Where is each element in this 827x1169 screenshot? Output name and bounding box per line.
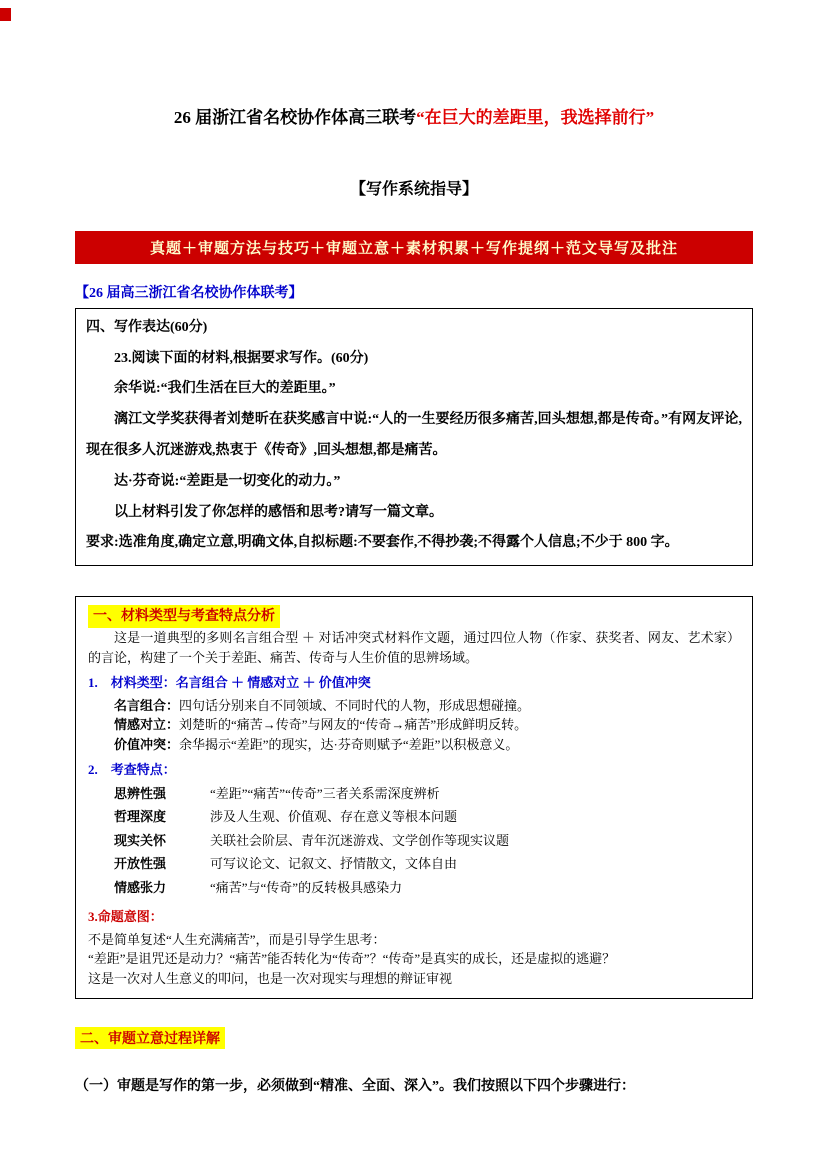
exam-requirements: 要求:选准角度,确定立意,明确文体,自拟标题:不要套作,不得抄袭;不得露个人信息;不少于 800 字。 — [86, 535, 679, 551]
feature-text: “痛苦”与“传奇”的反转极具感染力 — [210, 879, 403, 895]
feature-label: 现实关怀 — [114, 832, 167, 848]
feature-row — [88, 807, 740, 827]
exam-prompt: 以上材料引发了你怎样的感悟和思考?请写一篇文章。 — [114, 504, 443, 520]
feature-banner: 真题＋审题方法与技巧＋审题立意＋素材积累＋写作提纲＋范文导写及批注 — [75, 231, 753, 264]
feature-label: 思辨性强 — [114, 785, 167, 801]
feature-row — [88, 831, 740, 851]
analysis-intro: 这是一道典型的多则名言组合型 ＋ 对话冲突式材料作文题，通过四位人物（作家、获奖者、网友、艺术家）的言论，构建了一个关于差距、痛苦、传奇与人生价值的思辨场域。 — [88, 630, 740, 665]
analysis-features-heading: 2. 考查特点： — [88, 762, 176, 778]
document-content — [75, 0, 753, 1109]
exam-question-box — [75, 308, 753, 566]
feature-text: 关联社会阶层、青年沉迷游戏、文学创作等现实议题 — [210, 832, 510, 848]
feature-text: 涉及人生观、价值观、存在意义等根本问题 — [210, 809, 458, 825]
section2-heading-row — [75, 1027, 753, 1049]
exam-question-line: 23.阅读下面的材料,根据要求写作。(60分) — [114, 350, 369, 366]
type-item-label: 名言组合： — [114, 697, 180, 713]
doc-subtitle: 【写作系统指导】 — [349, 180, 478, 198]
type-item-text: 刘楚昕的“痛苦→传奇”与网友的“传奇→痛苦”形成鲜明反转。 — [179, 717, 528, 733]
intent-line: 不是简单复述“人生充满痛苦”，而是引导学生思考： — [88, 931, 386, 947]
analysis-box — [75, 596, 753, 999]
type-item-label: 情感对立： — [114, 717, 180, 733]
corner-red-marker — [0, 8, 11, 21]
exam-quote-yuhua: 余华说:“我们生活在巨大的差距里。” — [114, 381, 336, 397]
league-heading: 【26 届高三浙江省名校协作体联考】 — [75, 285, 303, 301]
doc-title-main: 26 届浙江省名校协作体高三联考 — [173, 108, 417, 127]
exam-quote-davinci: 达·芬奇说:“差距是一切变化的动力。” — [114, 473, 341, 489]
section2-step-intro: （一）审题是写作的第一步，必须做到“精准、全面、深入”。我们按照以下四个步骤进行： — [75, 1079, 635, 1095]
analysis-intent-heading: 3.命题意图： — [88, 909, 163, 925]
type-item-text: 四句话分别来自不同领域、不同时代的人物，形成思想碰撞。 — [179, 697, 531, 713]
feature-text: “差距”“痛苦”“传奇”三者关系需深度辨析 — [210, 785, 440, 801]
feature-row — [88, 784, 740, 804]
intent-line: 这是一次对人生意义的叩问，也是一次对现实与理想的辩证审视 — [88, 970, 453, 986]
section2-heading: 二、审题立意过程详解 — [75, 1027, 225, 1049]
doc-title-quote: “在巨大的差距里，我选择前行” — [416, 108, 655, 127]
doc-title — [75, 106, 753, 130]
type-item-label: 价值冲突： — [114, 736, 180, 752]
analysis-type-heading: 1. 材料类型：名言组合 ＋ 情感对立 ＋ 价值冲突 — [88, 675, 371, 691]
type-item — [88, 715, 740, 735]
type-item — [88, 735, 740, 755]
feature-label: 情感张力 — [114, 879, 167, 895]
feature-label: 哲理深度 — [114, 809, 167, 825]
analysis-heading-row — [88, 605, 740, 628]
type-item — [88, 696, 740, 716]
analysis-heading: 一、材料类型与考查特点分析 — [88, 605, 280, 628]
feature-text: 可写议论文、记叙文、抒情散文，文体自由 — [210, 856, 458, 872]
feature-row — [88, 878, 740, 898]
type-item-text: 余华揭示“差距”的现实，达·芬奇则赋予“差距”以积极意义。 — [179, 736, 519, 752]
feature-label: 开放性强 — [114, 856, 167, 872]
intent-line: “差距”是诅咒还是动力？“痛苦”能否转化为“传奇”？“传奇”是真实的成长，还是虚拟的逃避？ — [88, 951, 616, 967]
feature-row — [88, 854, 740, 874]
exam-quote-liuchuxin: 漓江文学奖获得者刘楚昕在获奖感言中说:“人的一生要经历很多痛苦,回头想想,都是传奇。”有网友评论,现在很多人沉迷游戏,热衷于《传奇》,回头想想,都是痛苦。 — [86, 412, 742, 458]
exam-section-line: 四、写作表达(60分) — [86, 319, 208, 335]
